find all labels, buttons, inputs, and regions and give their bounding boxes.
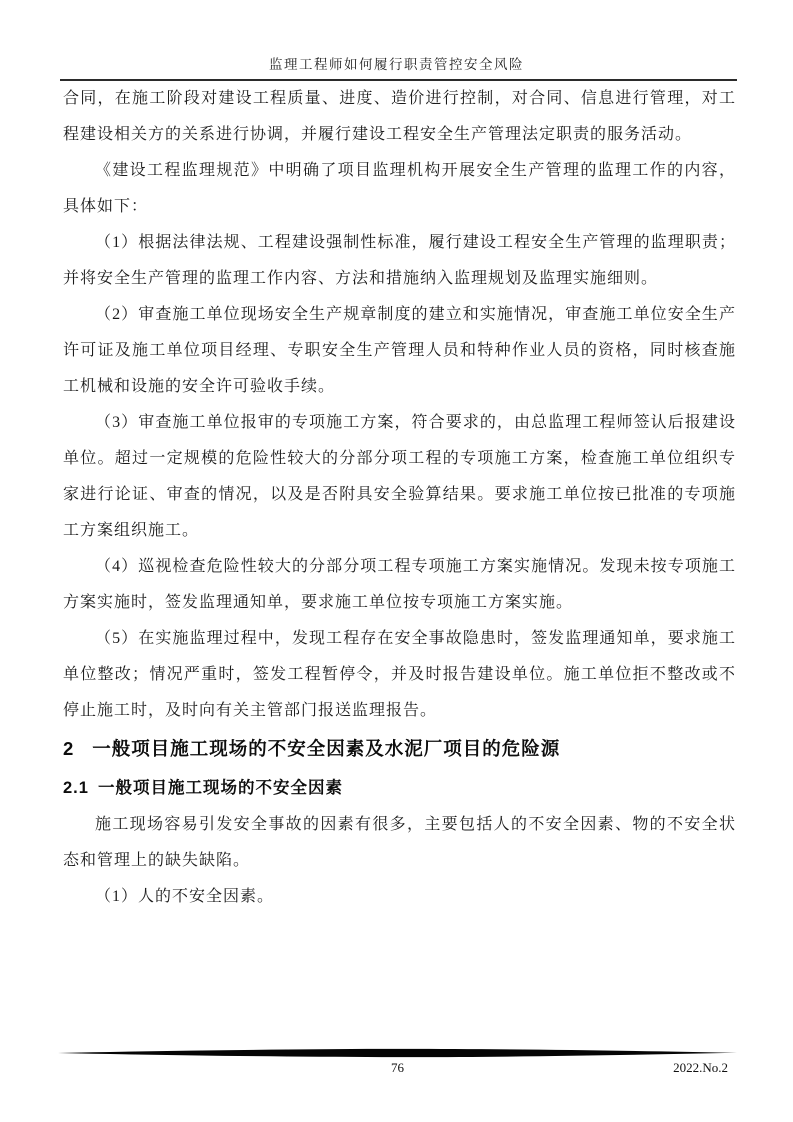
body-paragraph: （2）审查施工单位现场安全生产规章制度的建立和实施情况，审查施工单位安全生产许可证及施工单位项目经理、专职安全生产管理人员和特种作业人员的资格，同时核查施工机械和设施的安全许可验收手续。 [63, 306, 736, 395]
body-paragraph: （1）根据法律法规、工程建设强制性标准，履行建设工程安全生产管理的监理职责；并将安全生产管理的监理工作内容、方法和措施纳入监理规划及监理实施细则。 [63, 234, 736, 287]
body-paragraph: （4）巡视检查危险性较大的分部分项工程专项施工方案实施情况。发现未按专项施工方案实施时，签发监理通知单，要求施工单位按专项施工方案实施。 [63, 558, 736, 611]
section-number: 2 [63, 738, 75, 759]
body-paragraph: 《建设工程监理规范》中明确了项目监理机构开展安全生产管理的监理工作的内容，具体如下： [63, 162, 736, 215]
body-paragraph: （3）审查施工单位报审的专项施工方案，符合要求的，由总监理工程师签认后报建设单位。超过一定规模的危险性较大的分部分项工程的专项施工方案，检查施工单位组织专家进行论证、审查的情况，以及是否附具安全验算结果。要求施工单位按已批准的专项施工方案组织施工。 [63, 414, 736, 539]
document-body [63, 81, 736, 915]
subsection-title: 一般项目施工现场的不安全因素 [97, 779, 343, 797]
subsection-heading [63, 769, 736, 807]
running-title: 监理工程师如何履行职责管控安全风险 [269, 57, 524, 72]
body-paragraph: 施工现场容易引发安全事故的因素有很多，主要包括人的不安全因素、物的不安全状态和管理上的缺失缺陷。 [63, 816, 736, 869]
body-paragraph: 合同，在施工阶段对建设工程质量、进度、造价进行控制，对合同、信息进行管理，对工程建设相关方的关系进行协调，并履行建设工程安全生产管理法定职责的服务活动。 [63, 90, 736, 143]
section-heading [63, 729, 736, 769]
page-footer [58, 1048, 737, 1077]
subsection-number: 2.1 [63, 779, 89, 797]
body-paragraph: （1）人的不安全因素。 [95, 888, 275, 905]
section-title: 一般项目施工现场的不安全因素及水泥厂项目的危险源 [92, 738, 561, 759]
issue-label: 2022.No.2 [673, 1060, 728, 1075]
page-header [0, 0, 793, 81]
footer-meta [58, 1059, 737, 1077]
page-number: 76 [391, 1060, 404, 1075]
body-paragraph: （5）在实施监理过程中，发现工程存在安全事故隐患时，签发监理通知单，要求施工单位整改；情况严重时，签发工程暂停令，并及时报告建设单位。施工单位拒不整改或不停止施工时，及时向有关主管部门报送监理报告。 [63, 630, 736, 719]
footer-divider [58, 1048, 737, 1058]
